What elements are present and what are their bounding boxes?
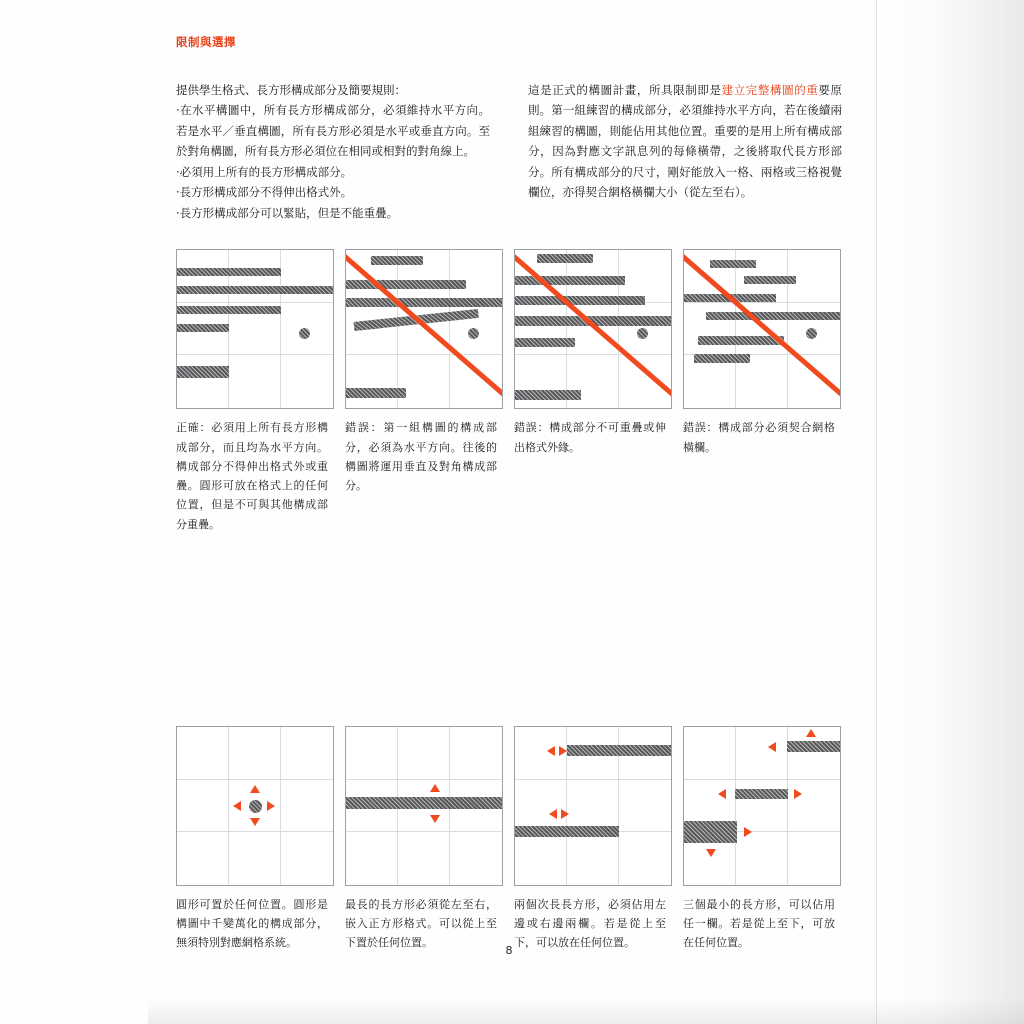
book-gutter-line [876, 0, 877, 1024]
arrow-right-icon [744, 827, 752, 837]
bar [177, 324, 229, 332]
bar [706, 312, 840, 320]
figure-error-not-horizontal [345, 249, 503, 534]
arrow-down-icon [250, 818, 260, 826]
bar [567, 745, 671, 756]
left-para-4: ‧長方形構成部分可以緊貼，但是不能重疊。 [176, 205, 399, 220]
grid-diagram-7 [514, 726, 672, 886]
circle-element [299, 328, 310, 339]
circle-element [637, 328, 648, 339]
left-para-1: ‧在水平構圖中，所有長方形構成部分，必須維持水平方向。若是水平／垂直構圖，所有長方形必須是水平或垂直方向。至於對角構圖，所有長方形必須位在相同或相對的對角線上。 [176, 103, 490, 159]
book-gutter-shading [876, 0, 1024, 1024]
figure-caption: 錯誤：構成部分必須契合網格橫欄。 [683, 421, 835, 454]
right-highlight: 建立完整構圖的重 [721, 83, 819, 97]
arrow-left-icon [768, 742, 776, 752]
grid-diagram-8 [683, 726, 841, 886]
bar [177, 306, 281, 314]
figure-caption: 正確：必須用上所有長方形構成部分，而且均為水平方向。構成部分不得伸出格式外或重疊。圓形可放在格式上的任何位置，但是不可與其他構成部分重疊。 [176, 421, 328, 531]
arrow-left-icon [549, 809, 557, 819]
figure-longest-bar-full-width [345, 726, 503, 953]
bar [735, 789, 788, 799]
arrow-left-icon [233, 801, 241, 811]
arrow-up-icon [806, 729, 816, 737]
bar [177, 286, 333, 294]
figure-two-medium-bars [514, 726, 672, 953]
bar [515, 296, 645, 305]
figure-row-1 [176, 249, 842, 534]
bar [787, 741, 840, 752]
bar [515, 826, 619, 837]
left-para-2: ‧必須用上所有的長方形構成部分。 [176, 164, 353, 179]
bar [371, 256, 423, 265]
bar [744, 276, 796, 284]
bar [177, 268, 281, 276]
figure-caption: 錯誤：構成部分不可重疊或伸出格式外緣。 [514, 421, 666, 454]
grid-diagram-5 [176, 726, 334, 886]
bar [346, 280, 466, 289]
figure-caption: 錯誤：第一組構圖的構成部分，必須為水平方向。往後的構圖將運用垂直及對角構成部分。 [345, 421, 497, 493]
invalid-slash-icon [683, 249, 841, 398]
arrow-left-icon [547, 746, 555, 756]
arrow-down-icon [706, 849, 716, 857]
bar [515, 276, 625, 285]
arrow-up-icon [430, 784, 440, 792]
grid-diagram-1 [176, 249, 334, 409]
figure-circle-anywhere [176, 726, 334, 953]
right-paragraph [528, 80, 842, 203]
circle-element [249, 800, 262, 813]
figure-error-not-on-grid [683, 249, 841, 534]
figure-caption: 最長的長方形必須從左至右，嵌入正方形格式。可以從上至下置於任何位置。 [345, 897, 497, 950]
left-para-3: ‧長方形構成部分不得伸出格式外。 [176, 185, 353, 200]
bar [710, 260, 756, 268]
figure-caption: 圓形可置於任何位置。圓形是構圖中千變萬化的構成部分，無須特別對應網格系統。 [176, 897, 328, 950]
arrow-right-icon [559, 746, 567, 756]
text-columns [176, 80, 842, 223]
right-column [528, 80, 842, 223]
figure-row-2 [176, 726, 842, 953]
bar [177, 366, 229, 378]
grid-diagram-6 [345, 726, 503, 886]
arrow-left-icon [718, 789, 726, 799]
bar [346, 298, 502, 307]
right-rest: 要原則。第一組練習的構成部分，必須維持水平方向，若在後續兩組練習的構圖，則能佔用其他位置。重要的是用上所有構成部分，因為對應文字訊息列的每條橫帶，之後將取代長方形部分。所有構成部分的尺寸，剛好能放入一格、兩格或三格視覺欄位，亦得契合網格橫欄大小（從左至右）。 [528, 83, 843, 200]
page-bottom-shadow [148, 998, 1024, 1024]
bar [515, 338, 575, 347]
figure-error-overlap-outside [514, 249, 672, 534]
bar [694, 354, 750, 363]
bar [346, 388, 406, 398]
arrow-up-icon [250, 785, 260, 793]
circle-element [468, 328, 479, 339]
figure-caption: 兩個次長長方形，必須佔用左邊或右邊兩欄。若是從上至下，可以放在任何位置。 [514, 897, 666, 950]
figure-correct-horizontal [176, 249, 334, 534]
grid-diagram-4 [683, 249, 841, 409]
arrow-right-icon [267, 801, 275, 811]
figure-three-small-bars [683, 726, 841, 953]
arrow-right-icon [794, 789, 802, 799]
bar [346, 797, 502, 809]
bar [537, 254, 593, 263]
right-lead: 這是正式的構圖計畫，所具限制即是 [528, 83, 722, 97]
grid-diagram-3 [514, 249, 672, 409]
bar [684, 821, 737, 843]
arrow-down-icon [430, 815, 440, 823]
left-para-0: 提供學生格式、長方形構成部分及簡要規則： [176, 83, 406, 97]
bar [698, 336, 784, 345]
figure-caption: 三個最小的長方形，可以佔用任一欄。若是從上至下，可放在任何位置。 [683, 897, 835, 950]
section-title: 限制與選擇 [176, 35, 236, 49]
circle-element [806, 328, 817, 339]
bar [515, 390, 581, 400]
page-number: 8 [505, 944, 513, 957]
left-column [176, 80, 490, 223]
grid-diagram-2 [345, 249, 503, 409]
page-content [176, 34, 842, 953]
arrow-right-icon [561, 809, 569, 819]
